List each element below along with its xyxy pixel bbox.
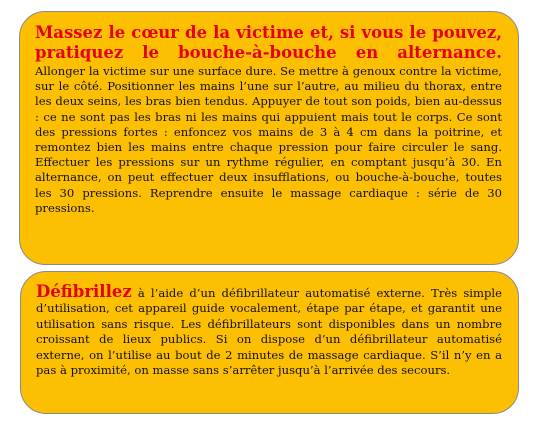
cpr-body-text: Allonger la victime sur une surface dure. Se mettre à genoux contre la victime, sur le côté. Positionner les mains l’une sur l’autre, au milieu du thorax, entre les deux seins, les bras bien tendus. Appuyer de tout son poids, bien au-dessus : ce ne sont pas les bras ni les mains qui appuient mais tout le corps. Ce sont des pressions fortes : enfoncez vos mains de 3 à 4 cm dans la poitrine, et remontez bien les mains entre chaque pression pour faire circuler le sang. Effectuer les pressions sur un rythme régulier, en comptant jusqu’à 30. En alternance, on peut effectuer deux insufflations, ou bouche-à-bouche, toutes les 30 pressions. Reprendre ensuite le massage cardiaque : série de 30 pressions. [35,64,502,215]
defibrillation-box [20,271,519,414]
cpr-instructions-box [19,11,519,265]
defib-heading: Défibrillez [36,282,132,301]
cpr-heading: Massez le cœur de la victime et, si vous le pouvez, pratiquez le bouche-à-bouche en alternance. [35,23,502,62]
defib-paragraph [36,284,502,378]
defib-body-text: à l’aide d’un défibrillateur automatisé externe. Très simple d’utilisation, cet appareil guide vocalement, étape par étape, et garantit une utilisation sans risque. Les défibrillateurs sont disponibles dans un nombre croissant de lieux publics. Si on dispose d’un défibrillateur automatisé externe, on l’utilise au bout de 2 minutes de massage cardiaque. S’il n’y en a pas à proximité, on masse sans s’arrêter jusqu’à l’arrivée des secours. [36,286,502,378]
